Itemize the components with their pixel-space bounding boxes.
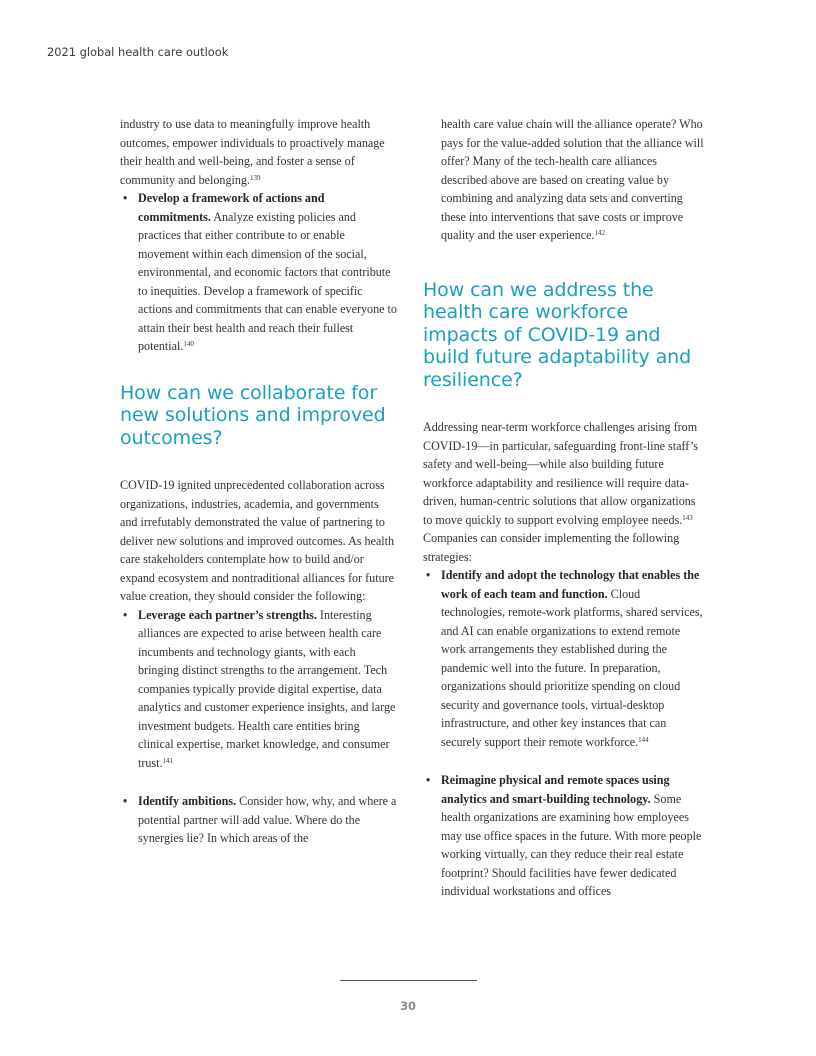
bullet-text: Interesting alliances are expected to arise between health care incumbents and technology giants, with each bringing distinct strengths to the arrangement. Tech companies typically provide digital expertise, data analytics and customer experience insights, and large investment budgets. Health care entities bring clinical expertise, market knowledge, and consumer trust. bbox=[138, 607, 396, 770]
bullet-dot: • bbox=[426, 773, 431, 788]
left-column bbox=[120, 115, 398, 848]
bullet-list bbox=[120, 606, 398, 848]
bullet-dot: • bbox=[123, 191, 128, 205]
bullet-dot: • bbox=[123, 794, 128, 809]
endnote-ref: 140 bbox=[183, 340, 194, 348]
intro-continuation-text: industry to use data to meaningfully improve health outcomes, empower individuals to proactively manage their health and well-being, and foster a sense of community and belonging. bbox=[120, 117, 385, 187]
bullet-text: Some health organizations are examining how employees may use office spaces in the future. With more people working virtually, can they reduce their real estate footprint? Should facilities have fewer dedicated individual workstations and offices bbox=[441, 791, 702, 899]
footer-divider bbox=[340, 980, 477, 981]
bullet-dot: • bbox=[123, 607, 128, 622]
workforce-paragraph bbox=[423, 418, 705, 566]
bullet-text: Consider how, why, and where a potential partner will add value. Where do the synergies lie? In which areas of the bbox=[138, 794, 397, 846]
bullet-leverage-strengths bbox=[120, 606, 398, 773]
bullet-lead: Leverage each partner’s strengths. bbox=[138, 607, 317, 622]
bullet-lead: Identify ambitions. bbox=[138, 794, 237, 809]
endnote-ref: 139 bbox=[250, 173, 261, 182]
bullet-develop-framework bbox=[120, 189, 398, 356]
bullet-continuation-text: health care value chain will the alliance operate? Who pays for the value-added solution that the alliance will offer? Many of the tech-health care alliances described above are based on creating value by combining and analyzing data sets and converting these into interventions that save costs or improve quality and the user experience. bbox=[441, 117, 704, 242]
running-header-title: 2021 global health care outlook bbox=[47, 45, 229, 59]
intro-continuation-paragraph bbox=[120, 115, 398, 189]
bullet-continuation-paragraph bbox=[423, 115, 705, 245]
endnote-ref: 141 bbox=[162, 756, 174, 765]
bullet-list bbox=[120, 189, 398, 356]
bullet-reimagine-spaces bbox=[423, 771, 705, 901]
page-number: 30 bbox=[400, 999, 416, 1013]
bullet-text: Cloud technologies, remote-work platforms, shared services, and AI can enable organizations to extend remote work arrangements they established during the pandemic well into the future. In preparation, organizations should prioritize spending on cloud security and governance tools, virtual-desktop infrastructure, and other key instances that can securely support their remote workforce. bbox=[441, 586, 703, 749]
section-heading-collaborate: How can we collaborate for new solutions and improved outcomes? bbox=[120, 381, 386, 449]
bullet-lead: Reimagine physical and remote spaces using analytics and smart-building technology. bbox=[441, 773, 670, 806]
bullet-text: Analyze existing policies and practices that either contribute to or enable movement within each dimension of the social, environmental, and economic factors that contribute to inequities. Develop a framework of specific actions and commitments that can enable everyone to attain their best health and reach their fullest potential. bbox=[138, 209, 397, 353]
endnote-ref: 144 bbox=[638, 735, 649, 744]
section-heading-workforce: How can we address the health care workforce impacts of COVID-19 and build future adaptability and resilience? bbox=[423, 278, 692, 391]
bullet-identify-ambitions bbox=[120, 792, 398, 848]
bullet-lead: Identify and adopt the technology that enables the work of each team and function. bbox=[441, 568, 700, 601]
right-column bbox=[423, 115, 705, 901]
workforce-text: Addressing near-term workforce challenges arising from COVID-19—in particular, safeguarding front-line staff’s safety and well-being—while also building future workforce adaptability and resilience will require data-driven, human-centric solutions that allow organizations to move quickly to support evolving employee needs. bbox=[423, 420, 699, 527]
bullet-adopt-technology bbox=[423, 566, 705, 751]
endnote-ref: 143 bbox=[682, 513, 693, 522]
endnote-ref: 142 bbox=[594, 229, 605, 237]
covid-collaboration-paragraph: COVID-19 ignited unprecedented collaboration across organizations, industries, academia, and governments and irrefutably demonstrated the value of partnering to deliver new solutions and improved outcomes. As health care stakeholders contemplate how to build and/or expand ecosystem and nontraditional alliances for future value creation, they should consider the following: bbox=[120, 478, 395, 604]
bullet-lead: Develop a framework of actions and commitments. bbox=[138, 191, 325, 224]
bullet-list bbox=[423, 566, 705, 901]
bullet-dot: • bbox=[426, 568, 431, 583]
workforce-text-after: Companies can consider implementing the following strategies: bbox=[423, 531, 680, 564]
